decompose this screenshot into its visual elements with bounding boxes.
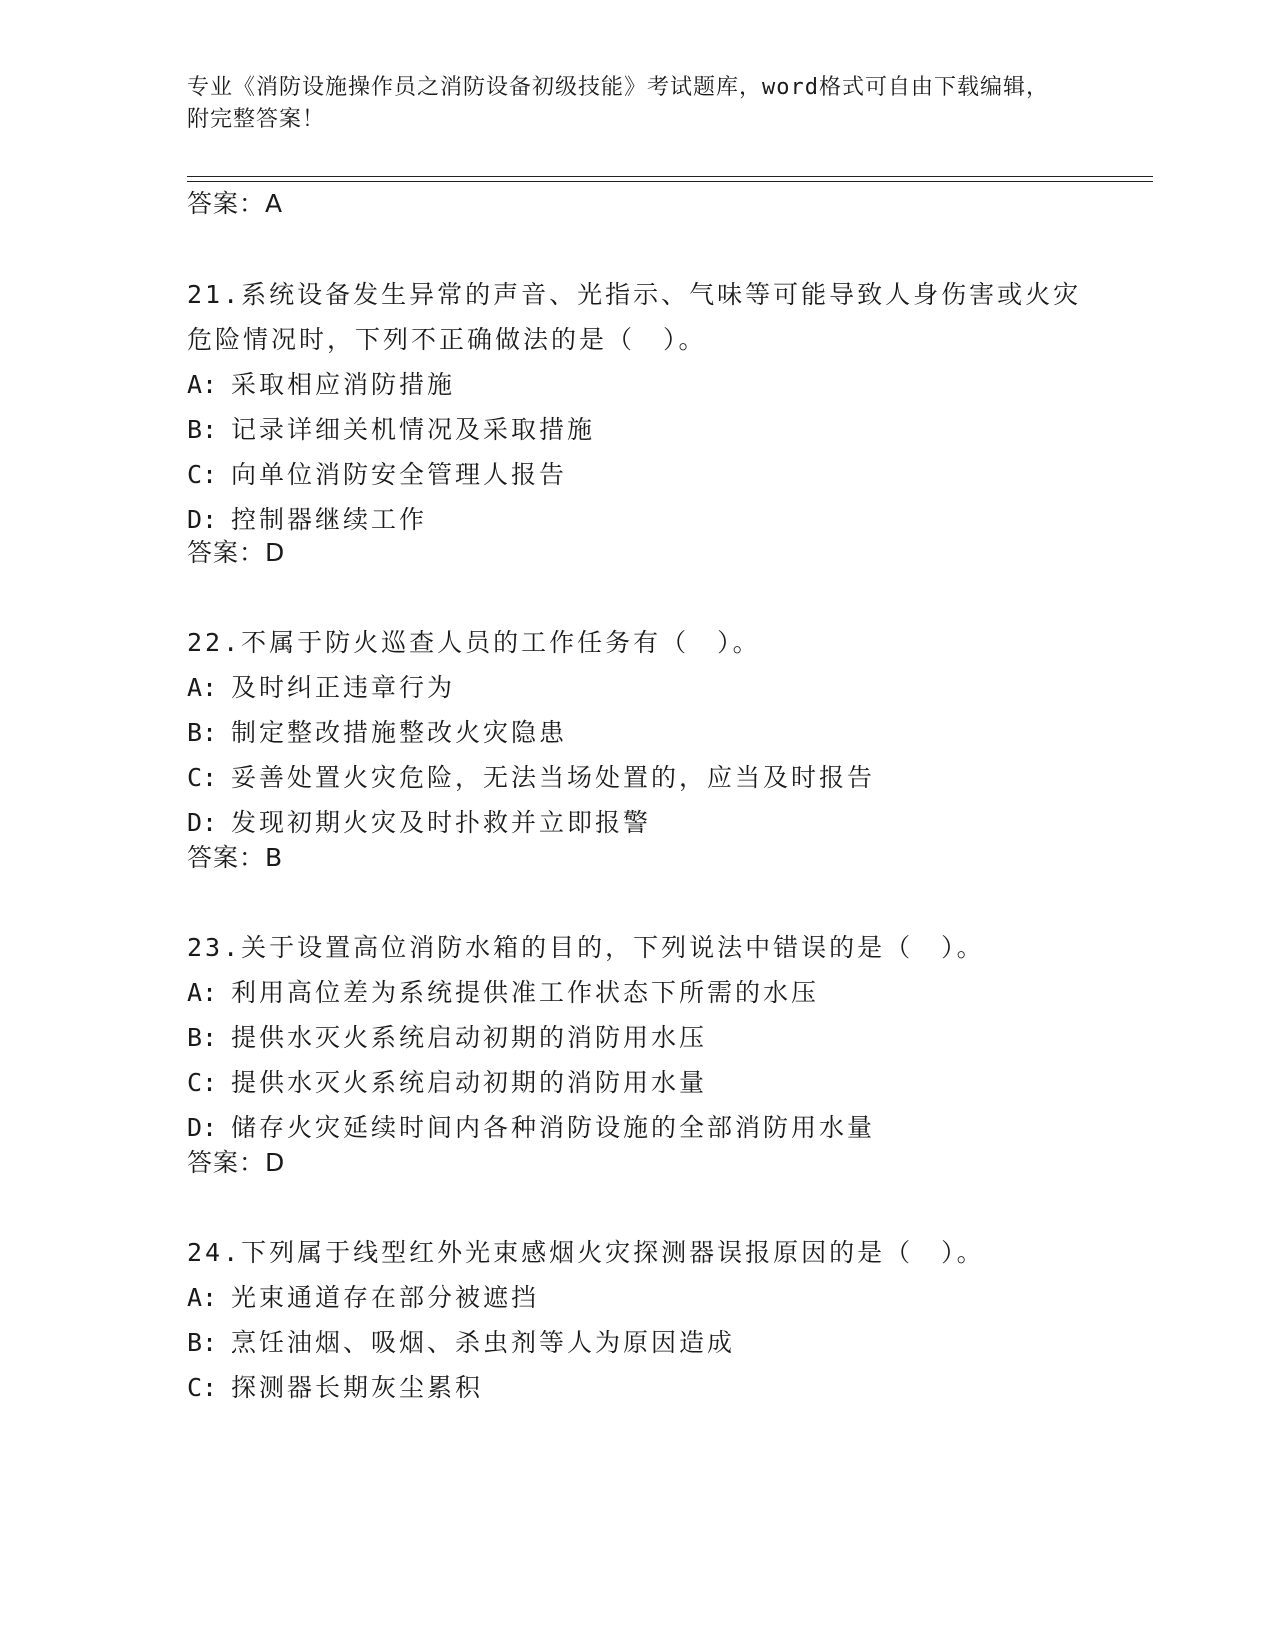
option-a [187, 970, 1087, 1015]
option-letter: D: [187, 1113, 218, 1142]
option-a [187, 665, 1087, 710]
header-divider-top [187, 176, 1153, 177]
option-text: 向单位消防安全管理人报告 [231, 460, 568, 489]
option-b [187, 1015, 1087, 1060]
question-stem: 22.不属于防火巡查人员的工作任务有（ ）。 [187, 628, 761, 657]
option-d [187, 800, 1087, 845]
option-text: 及时纠正违章行为 [231, 673, 456, 702]
option-c [187, 452, 1087, 497]
option-text: 利用高位差为系统提供准工作状态下所需的水压 [231, 978, 820, 1007]
option-c [187, 1060, 1087, 1105]
option-text: 光束通道存在部分被遮挡 [231, 1283, 540, 1312]
option-c [187, 1365, 1087, 1410]
answer-21: 答案：D [187, 538, 286, 567]
option-text: 提供水灭火系统启动初期的消防用水压 [231, 1023, 708, 1052]
document-header: 专业《消防设施操作员之消防设备初级技能》考试题库，word格式可自由下载编辑，附完整答案！ [187, 75, 1049, 132]
option-letter: D: [187, 808, 218, 837]
previous-answer: 答案：A [187, 189, 284, 218]
option-d [187, 497, 1087, 542]
option-b [187, 710, 1087, 755]
question-stem: 24.下列属于线型红外光束感烟火灾探测器误报原因的是（ ）。 [187, 1238, 985, 1267]
answer-23: 答案：D [187, 1148, 286, 1177]
header-divider-bottom [187, 181, 1153, 182]
question-stem: 23.关于设置高位消防水箱的目的，下列说法中错误的是（ ）。 [187, 933, 985, 962]
option-letter: C: [187, 1373, 218, 1402]
question-21 [187, 272, 1087, 542]
option-a [187, 362, 1087, 407]
option-letter: C: [187, 763, 218, 792]
question-24 [187, 1230, 1087, 1410]
option-text: 储存火灾延续时间内各种消防设施的全部消防用水量 [231, 1113, 876, 1142]
option-d [187, 1105, 1087, 1150]
option-b [187, 407, 1087, 452]
option-letter: B: [187, 415, 218, 444]
option-a [187, 1275, 1087, 1320]
option-text: 提供水灭火系统启动初期的消防用水量 [231, 1068, 708, 1097]
option-text: 妥善处置火灾危险，无法当场处置的，应当及时报告 [231, 763, 876, 792]
option-text: 采取相应消防措施 [231, 370, 456, 399]
option-text: 发现初期火灾及时扑救并立即报警 [231, 808, 652, 837]
option-letter: C: [187, 1068, 218, 1097]
option-text: 记录详细关机情况及采取措施 [231, 415, 596, 444]
option-text: 烹饪油烟、吸烟、杀虫剂等人为原因造成 [231, 1328, 736, 1357]
option-letter: A: [187, 370, 218, 399]
option-text: 制定整改措施整改火灾隐患 [231, 718, 568, 747]
option-letter: B: [187, 718, 218, 747]
option-text: 探测器长期灰尘累积 [231, 1373, 484, 1402]
option-letter: A: [187, 978, 218, 1007]
option-letter: A: [187, 1283, 218, 1312]
option-letter: A: [187, 673, 218, 702]
option-letter: B: [187, 1023, 218, 1052]
question-22 [187, 620, 1087, 845]
question-stem: 21.系统设备发生异常的声音、光指示、气味等可能导致人身伤害或火灾危险情况时，下列不正确做法的是（ ）。 [187, 280, 1082, 354]
option-c [187, 755, 1087, 800]
question-23 [187, 925, 1087, 1150]
answer-22: 答案：B [187, 843, 284, 872]
option-letter: D: [187, 505, 218, 534]
option-b [187, 1320, 1087, 1365]
option-letter: C: [187, 460, 218, 489]
option-text: 控制器继续工作 [231, 505, 428, 534]
option-letter: B: [187, 1328, 218, 1357]
